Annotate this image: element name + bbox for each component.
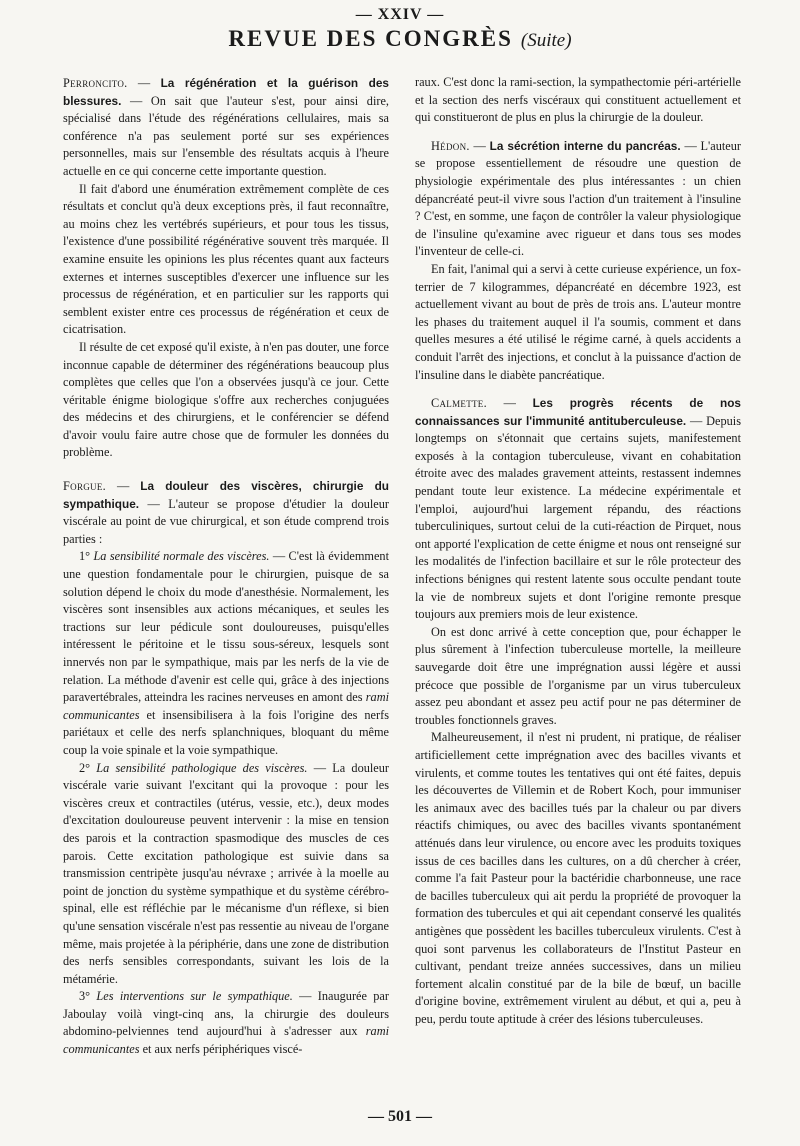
paragraph: Il fait d'abord une énumération extrêmement complète de ces résultats et conclut qu'à deux exceptions près, il faut reconnaître, au moins chez les vertébrés supérieurs, et pour tous les tissus, l'existence d'une possibilité régénérative souvent très marquée. Il examine ensuite les opinions les plus récentes quant aux facteurs externes et internes susceptibles d'exercer une influence sur les processus de régénération, et en particulier sur les rapports qui semblent exister entre ces processus de régénération et ceux de cicatrisation.: [63, 181, 389, 337]
author-name: Calmette.: [431, 396, 487, 411]
article-forgue: [63, 478, 389, 548]
paragraph-text: — Inaugurée par Jaboulay voilà vingt-cinq ans, la chirurgie des douleurs abdomino-pelviennes tend aujourd'hui à s'adresser aux: [63, 989, 389, 1039]
subsection-number: 3°: [79, 989, 97, 1004]
subsection-2: [63, 760, 389, 989]
article-hedon: [415, 138, 741, 261]
dash: —: [127, 76, 161, 90]
subsection-1: [63, 548, 389, 759]
paragraph-text: — L'auteur se propose d'étudier la douleur viscérale au point de vue chirurgical, et son étude comprend trois parties :: [63, 496, 389, 546]
page-title: [0, 26, 800, 52]
page-number-bottom: — 501 —: [368, 1108, 432, 1125]
subsection-title: Les interventions sur le sympathique.: [96, 989, 293, 1004]
paragraph-text: et insensibilisera à la fois l'origine des nerfs pariétaux et celle des nerfs splanchniques, bloquant du même coup la voie spinale et la voie sympathique.: [63, 707, 389, 757]
page-number-top: — XXIV —: [355, 6, 445, 23]
dash: —: [486, 396, 533, 411]
title-text: REVUE DES CONGRÈS: [228, 26, 513, 51]
paragraph-text: — On sait que l'auteur s'est, pour ainsi dire, spécialisé dans l'étude des régénérations cellulaires, mais sa conférence n'a pas seulement porté sur ses expériences personnelles, mais sur l'ensemble des résultats acquis à l'heure actuelle en ce qui concerne cette importante question.: [63, 93, 389, 178]
dash: —: [469, 138, 490, 153]
article-heading: La douleur des viscères, chirurgie du sympathique.: [63, 479, 389, 511]
left-column: [63, 75, 389, 1059]
paragraph-text: — La douleur viscérale varie suivant l'excitant qui la provoque : pour les viscères creux et contractiles (utérus, vessie, etc.), deux modes d'excitation douloureuse peuvent intervenir : la mise en tension des parois et la contraction spasmodique des muscles de ces parois. Cette excitation pathologique est suivie dans sa transmission centripète jusqu'au névraxe ; arrivée à la moelle au point de jonction du système sympathique et du système cérébro-spinal, elle est réfléchie par le mécanisme d'un réflexe, si bien qu'une sensation viscérale n'est pas ressentie au niveau de l'organe même, mais projetée à la périphérie, dans une zone de distribution des nerfs sensibles correspondants, suivant les lois de la métamérie.: [63, 760, 389, 986]
paragraph-text: — Depuis longtemps on s'étonnait que certains sujets, manifestement exposés à la contagion tuberculeuse, vivant en cohabitation étroite avec des malades gravement atteints, restassent indemnes pendant toute leur existence. La médecine expérimentale et l'emploi, aujourd'hui largement répandu, des réactions tuberculiniques, surtout celui de la cuti-réaction de Pirquet, nous ont apporté l'explication de cette énigme et nous ont renseigné sur les modalités de l'infection bacillaire et sur le rôle protecteur des infections bénignes qui restent latente sous occulte pendant toute la vie de nombreux sujets et dont l'origine remonte presque toujours aux premiers mois de leur existence.: [415, 413, 741, 622]
paragraph: En fait, l'animal qui a servi à cette curieuse expérience, un fox-terrier de 7 kilogrammes, dépancréaté en décembre 1923, est actuellement vivant au bout de près de trois ans. L'auteur montre les phases du traitement auquel il l'a soumis, comment et dans quelles mesures a été utilisé le régime carné, à quels accidents a conduit l'arrêt des injections, et conclut à la puissance d'action de l'insuline dans le diabète pancréatique.: [415, 261, 741, 382]
title-suffix: (Suite): [520, 30, 572, 51]
italic-term: rami communicantes: [63, 1024, 389, 1057]
right-column: [415, 74, 741, 1028]
paragraph-text: — L'auteur se propose essentiellement de résoudre une question de physiologie expérimentale des plus intéressantes : un chien dépancréaté peut-il vivre sous l'action d'un traitement à l'insuline ? C'est, en somme, une façon de contrôler la valeur physiologique de l'insuline qu'examine avec rigueur et dans tous ses modes l'inventeur de celle-ci.: [415, 138, 741, 259]
subsection-number: 2°: [79, 760, 97, 775]
author-name: Hédon.: [431, 138, 470, 153]
author-name: Forgue.: [63, 479, 107, 494]
article-heading: La régénération et la guérison des blessures.: [63, 76, 389, 108]
article-heading: Les progrès récents de nos connaissances sur l'immunité antituberculeuse.: [415, 396, 741, 428]
subsection-3: [63, 988, 389, 1058]
paragraph-text: et aux nerfs périphériques viscé-: [139, 1042, 303, 1057]
author-name: Perroncito.: [63, 76, 128, 90]
subsection-title: La sensibilité normale des viscères.: [93, 549, 270, 564]
paragraph: On est donc arrivé à cette conception que, pour échapper le plus sûrement à l'infection tuberculeuse mortelle, la meilleure sauvegarde doit être une imprégnation aussi légère et aussi précoce que possible de l'organisme par un virus tuberculeux assez peu abondant et assez peu actif pour ne pas déterminer de troubles fonctionnels graves.: [415, 624, 741, 727]
dash: —: [106, 479, 141, 494]
subsection-number: 1°: [79, 549, 94, 564]
article-calmette: [415, 395, 741, 624]
paragraph: Il résulte de cet exposé qu'il existe, à n'en pas douter, une force inconnue capable de déterminer des régénérations beaucoup plus complètes que celles que l'on a observées jusqu'à ce jour. Cette véritable énigme biologique s'offre aux recherches conjuguées des médecins et des chirurgiens, et le conférencier se défend d'avoir voulu faire autre chose que de formuler les données du problème.: [63, 339, 389, 460]
article-heading: La sécrétion interne du pancréas.: [489, 138, 681, 153]
continuation-paragraph: raux. C'est donc la rami-section, la sympathectomie péri-artérielle et la section des nerfs viscéraux qui constituent actuellement et qui constitueront de plus en plus la chirurgie de la douleur.: [415, 75, 741, 125]
article-perroncito: [63, 75, 389, 181]
subsection-title: La sensibilité pathologique des viscères.: [96, 760, 308, 775]
paragraph-text: — C'est là évidemment une question fondamentale pour le chirurgien, puisque de sa solution dépend le choix du mode d'anesthésie. Normalement, les viscères sont insensibles aux actions mécaniques, et seules les tractions sur leur pédicule sont douloureuses, puisqu'elles intéressent le péritoine et le tissu sous-séreux, lesquels sont innervés non par le sympathique, mais par les nerfs de la vie de relation. La méthode d'avenir est celle qui, grâce à des injections paravertébrales, atteindra les racines nerveuses en amont des: [63, 549, 389, 705]
italic-term: rami communicantes: [63, 690, 389, 722]
paragraph: Malheureusement, il n'est ni prudent, ni pratique, de réaliser artificiellement cette imprégnation avec des bacilles vivants et virulents, et comme toutes les tentatives qui ont été faites, depuis les découvertes de Villemin et de Robert Koch, pour immuniser les animaux avec des bacilles tués par la chaleur ou par divers réactifs chimiques, ou avec des bacilles vivants spontanément atténués dans leur virulence, ou encore avec les produits toxiques issus de ces bacilles dans les cultures, on a dû chercher à créer, comme l'a fait Pasteur pour la bactéridie charbonneuse, une race de bacilles tuberculeux qui ait perdu la propriété de provoquer la formation des tubercules et qui ait cependant conservé les qualités antigènes que possèdent les bacilles tuberculeux virulents. C'est à quoi sont parvenus les collaborateurs de l'Institut Pasteur en cultivant, pendant treize années successives, dans un milieu fortement alcalin constitué par de la bile de bœuf, un bacille d'origine bovine, extrêmement virulent au début, et qui a, peu à peu, perdu toute aptitude à créer des lésions tuberculeuses.: [415, 730, 741, 1026]
